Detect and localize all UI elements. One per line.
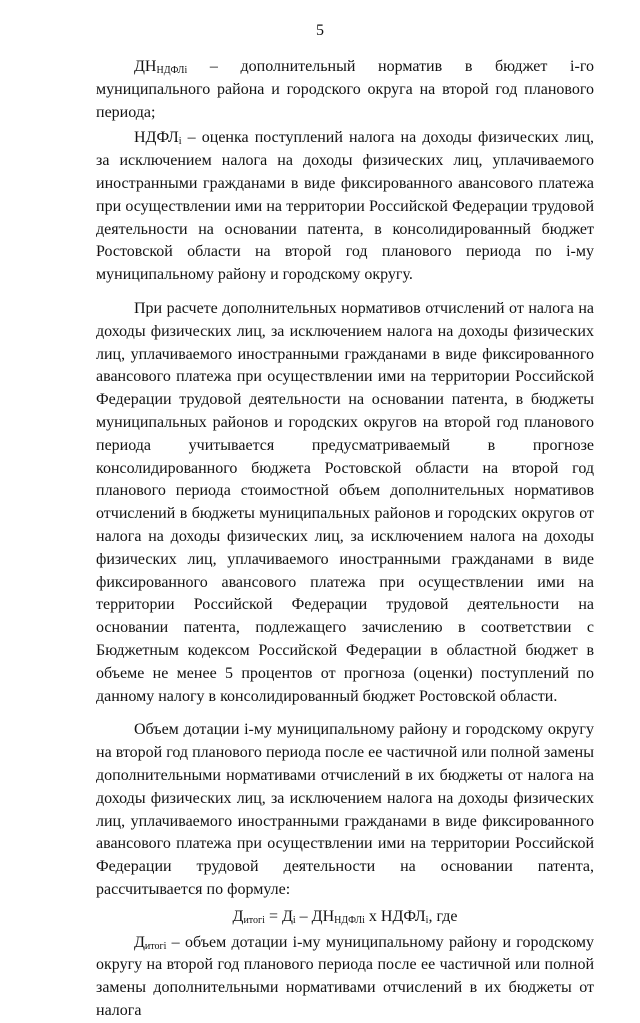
dn-term: ДН (134, 58, 157, 75)
formula-dn-subscript: НДФЛi (334, 914, 365, 926)
dn-text: – дополнительный норматив в бюджет i-го муниципального района и городского округа на второй год планового периода; (96, 58, 594, 121)
definition-ndfl (96, 127, 594, 287)
ndfl-term: НДФЛ (134, 129, 179, 147)
formula-d: Д (232, 907, 244, 925)
dn-subscript: НДФЛi (156, 65, 188, 76)
formula-d-subscript: итогi (243, 914, 265, 926)
ndfl-subscript: i (178, 136, 182, 148)
formula-eq: = Д (264, 907, 293, 925)
d-itog-subscript: итогi (144, 940, 167, 952)
document-body (96, 56, 594, 1023)
formula-times: х НДФЛ (364, 907, 426, 925)
paragraph-calculation: При расчете дополнительных нормативов отчислений от налога на доходы физических лиц, за исключением налога на доходы физических лиц, уплачиваемого иностранными гражданами в виде фиксированного авансового платежа при осуществлении ими на территории Российской Федерации трудовой деятельности на основании патента, в бюджеты муниципальных районов и городских округов на второй год планового периода учитывается предусматриваемый в прогнозе консолидированного бюджета Ростовской области на второй год планового периода стоимостной объем дополнительных нормативов отчислений в бюджеты муниципальных районов и городских округов от налога на доходы физических лиц, за исключением налога на доходы физических лиц, уплачиваемого иностранными гражданами в виде фиксированного авансового платежа при осуществлении ими на территории Российской Федерации трудовой деятельности на основании патента, подлежащего зачислению в соответствии с Бюджетным кодексом Российской Федерации в областной бюджет в объеме не менее 5 процентов от прогноза (оценки) поступлений по данному налогу в консолидированный бюджет Ростовской области. (96, 299, 594, 705)
paragraph-volume: Объем дотации i-му муниципальному району и городскому округу на второй год планового периода после ее частичной или полной замены дополнительными нормативами отчислений в их бюджеты от налога на доходы физических лиц, за исключением налога на доходы физических лиц, уплачиваемого иностранными гражданами в виде фиксированного авансового платежа при осуществлении ими на территории Российской Федерации трудовой деятельности на основании патента, рассчитывается по формуле: (96, 721, 594, 898)
definition-dn (96, 56, 594, 124)
ndfl-text: – оценка поступлений налога на доходы физических лиц, за исключением налога на доходы физических лиц, уплачиваемого иностранными гражданами в виде фиксированного авансового платежа при осуществлении ими на территории Российской Федерации трудовой деятельности на основании патента, в консолидированный бюджет Ростовской области на второй год планового периода по i-му муниципальному району и городскому округу. (96, 129, 594, 284)
d-itog-term: Д (134, 933, 145, 951)
formula-minus: – ДН (295, 907, 335, 925)
definition-d-itog (96, 932, 594, 1023)
d-itog-text: – объем дотации i-му муниципальному району и городскому округу на второй год планового периода после ее частичной или полной замены дополнительными нормативами отчислений в их бюджеты от налога (96, 933, 594, 1020)
formula-ndfl-subscript: i (425, 914, 429, 926)
formula-tail: , где (428, 907, 458, 925)
formula (96, 905, 594, 929)
formula-di-subscript: i (292, 914, 296, 926)
page-number: 5 (316, 22, 324, 39)
